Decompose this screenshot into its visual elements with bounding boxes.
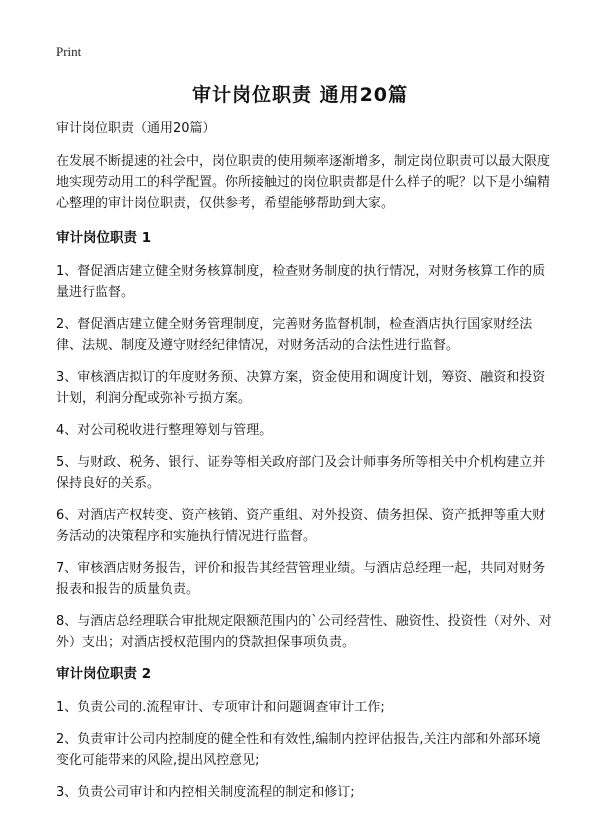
- duty-item: 6、对酒店产权转变、资产核销、资产重组、对外投资、债务担保、资产抵押等重大财务活动的决策程序和实施执行情况进行监督。: [56, 508, 546, 544]
- intro-paragraph: 在发展不断提速的社会中，岗位职责的使用频率逐渐增多，制定岗位职责可以最大限度地实现劳动用工的科学配置。你所接触过的岗位职责都是什么样子的呢？以下是小编精心整理的审计岗位职责，仅供参考，希望能够帮助到大家。: [56, 154, 551, 211]
- duty-item: 3、审核酒店拟订的年度财务预、决算方案，资金使用和调度计划，筹资、融资和投资计划，利润分配或弥补亏损方案。: [56, 370, 546, 406]
- duty-item: 7、审核酒店财务报告，评价和报告其经营管理业绩。与酒店总经理一起，共同对财务报表和报告的质量负责。: [56, 561, 546, 597]
- document-subtitle: 审计岗位职责（通用20篇）: [56, 121, 216, 136]
- print-label: Print: [56, 44, 82, 59]
- duty-item: 1、督促酒店建立健全财务核算制度，检查财务制度的执行情况，对财务核算工作的质量进行监督。: [56, 264, 546, 300]
- duty-item: 3、负责公司审计和内控相关制度流程的制定和修订;: [56, 785, 355, 800]
- document-body: [56, 119, 552, 814]
- duty-item: 8、与酒店总经理联合审批规定限额范围内的`公司经营性、融资性、投资性（对外、对外）支出；对酒店授权范围内的贷款担保事项负责。: [56, 614, 552, 650]
- section-heading: 审计岗位职责 2: [56, 666, 152, 682]
- section-2: [56, 664, 552, 803]
- page-title: 审计岗位职责 通用20篇: [191, 84, 409, 106]
- duty-item: 5、与财政、税务、银行、证券等相关政府部门及会计师事务所等相关中介机构建立并保持良好的关系。: [56, 455, 546, 491]
- section-1: [56, 228, 552, 653]
- section-heading: 审计岗位职责 1: [56, 230, 152, 246]
- duty-item: 1、负责公司的.流程审计、专项审计和问题调查审计工作;: [56, 700, 385, 715]
- duty-item: 2、负责审计公司内控制度的健全性和有效性,编制内控评估报告,关注内部和外部环境变化可能带来的风险,提出风控意见;: [56, 732, 541, 768]
- duty-item: 4、对公司税收进行整理筹划与管理。: [56, 423, 273, 438]
- duty-item: 2、督促酒店建立健全财务管理制度，完善财务监督机制，检查酒店执行国家财经法律、法规、制度及遵守财经纪律情况，对财务活动的合法性进行监督。: [56, 317, 533, 353]
